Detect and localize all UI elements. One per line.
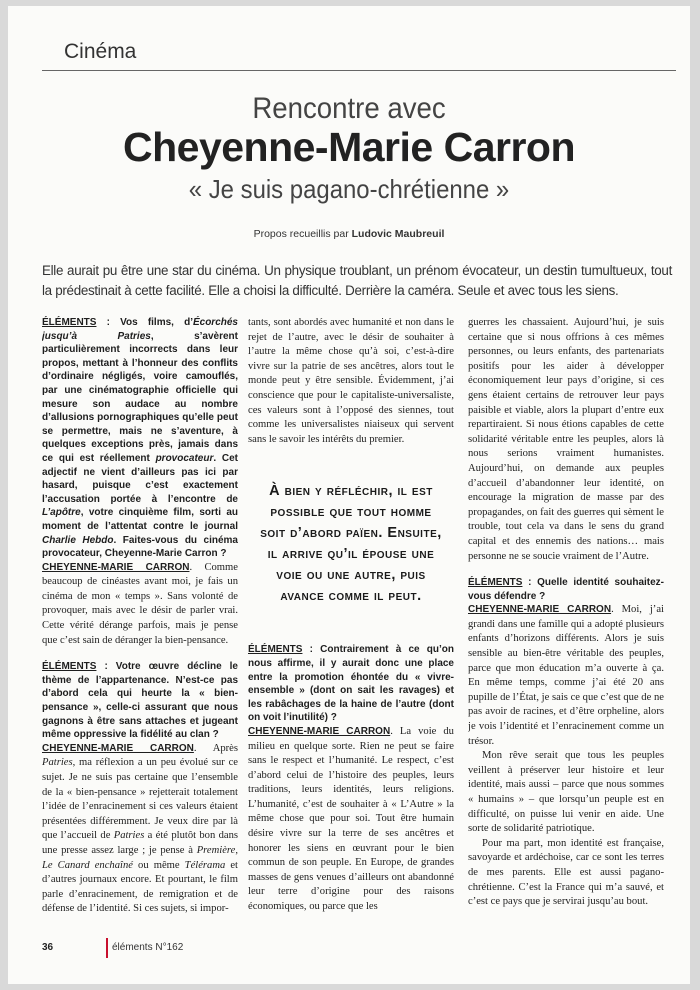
byline — [8, 228, 690, 240]
byline-author: Ludovic Maubreuil — [351, 228, 445, 240]
question-emphasis: L’apôtre — [42, 507, 81, 519]
answer-text: , — [235, 844, 238, 856]
answer-text: . La voie du milieu en quelque sorte. Rien ne peut se faire sans le respect et l’humanité. Le respect, c’est d’abord celui de l’histoire des peuples, leurs traditions, leurs identités, leurs religions. L’humanité, c’est de souhaiter à « L’Autre » la même chose que pour soi. Tout être humain désire vivre sur la terre de ses ancêtres et honorer les siens en œuvrant pour le bien commun de son peuple. En Europe, de grandes masses de gens venues d’ailleurs ont abandonné leur terre d’origine pour des raisons économiques, ou parce que les — [248, 725, 454, 913]
spacer — [42, 648, 238, 660]
article-column-1 — [42, 316, 238, 921]
question-emphasis: provocateur — [155, 452, 214, 464]
answer-text: . Comme beaucoup de cinéastes avant moi, je fais un cinéma de mon « temps ». Sans volonté de provoquer, mais avec le désir de parler vrai. Cette vérité dérange parfois, mais je pense que c’est sain de déranger la bien-pensance. — [42, 561, 238, 646]
article-column-3 — [468, 316, 664, 921]
publication-name: éléments N°162 — [112, 942, 184, 953]
question-tag: ÉLÉMENTS — [42, 661, 97, 673]
answer-text: ou même — [132, 859, 185, 871]
intro-paragraph: Elle aurait pu être une star du cinéma. Un physique troublant, un prénom évocateur, un destin tumultueux, tout la prédestinait à cette facilité. Elle a choisi la difficulté. Derrière la caméra. Seule et avec tous les siens. — [42, 263, 672, 298]
magazine-page — [8, 6, 690, 984]
question-tag: ÉLÉMENTS — [42, 317, 97, 328]
answer-2 — [42, 742, 238, 917]
byline-prefix: Propos recueillis par — [253, 228, 349, 240]
question-text: : Votre œuvre décline le thème de l’appartenance. N’est-ce pas d’abord cela qui heurte la « bien-pensance », celle-ci assurant que nous gagnons à être sans attaches et jugeant même oppressive la fidélité au clan ? — [42, 661, 238, 741]
answer-text: . Moi, j’ai grandi dans une famille qui a adopté plusieurs enfants d’horizons différents. Alors je suis sensible au bien-être véritable des peuples, parce que mon éducation m’a ouverte à ça. En même temps, comme j’ai été 20 ans pupille de l’État, je sais ce que c’est que de ne pas avoir de racines, et d’être orpheline, alors je vois l’identité et l’enracinement comme un trésor. — [468, 604, 664, 747]
question-text: , s’avèrent particulièrement incorrects dans leur propos, mettant à l’honneur des conflits d’ordinaire négligés, voire camouflés, par une cinématographie officielle qui mesure son audace au nombre d’allusions pornographiques qu’elle peut se permettre, mais ne s’aventure, à quelques exceptions près, jamais dans ce qui est réellement — [42, 330, 238, 464]
speaker-name: CHEYENNE-MARIE CARRON — [42, 742, 194, 754]
question-tag: ÉLÉMENTS — [248, 644, 303, 656]
answer-text: . Après — [193, 742, 238, 754]
pull-quote: À bien y réfléchir, il est possible que tout homme soit d’abord païen. Ensuite, il arrive qu’il épouse une voie ou une autre, puis avance comme il peut. — [260, 483, 442, 605]
question-text: : Quelle identité souhaitez-vous défendre ? — [468, 577, 664, 602]
title-line-2: Cheyenne-Marie Carron — [122, 124, 575, 170]
question-3 — [248, 643, 454, 725]
question-tag: ÉLÉMENTS — [468, 577, 523, 589]
question-text: . Cet adjectif ne vient d’ailleurs pas ici par hasard, puisque c’est exactement l’accusation portée à l’encontre de — [42, 452, 238, 505]
footer-accent-bar — [106, 938, 108, 958]
answer-text: a été plutôt bon dans une presse assez large ; je pense à — [42, 830, 238, 856]
question-1 — [42, 316, 238, 561]
question-text: , votre cinquième film, sorti au moment de l’attentat contre le journal — [42, 507, 238, 532]
answer-4-paragraph-2: Mon rêve serait que tous les peuples veillent à préserver leur histoire et leur identité, mais aussi – parce que nous sommes « humains » – que lorsqu’un peuple est en difficulté, on puisse lui venir en aide. Une sorte de solidarité patriotique. — [468, 750, 664, 835]
title-line-1: Rencontre avec — [252, 92, 446, 125]
answer-emphasis: Patries — [113, 830, 145, 842]
section-rule — [42, 70, 676, 71]
question-text: : Contrairement à ce qu’on nous affirme, il y aurait donc une place entre la promotion éhontée du « vivre-ensemble » (dont on sait les ravages) et les rabâchages de la haine de l’autre (dont on voit l’inutilité) ? — [248, 644, 454, 724]
answer-emphasis: Le Canard enchaîné — [42, 859, 133, 871]
speaker-name: CHEYENNE-MARIE CARRON — [42, 561, 190, 573]
page-number: 36 — [42, 942, 54, 953]
question-emphasis: Écorchés jusqu’à Patries — [42, 317, 238, 342]
answer-4 — [468, 603, 664, 749]
question-text: : Vos films, d’ — [96, 317, 193, 328]
speaker-name: CHEYENNE-MARIE CARRON — [468, 604, 612, 616]
answer-1 — [42, 561, 238, 649]
title-line-3: « Je suis pagano-chrétienne » — [188, 174, 510, 204]
answer-3 — [248, 725, 454, 915]
answer-4-paragraph-3: Pour ma part, mon identité est française, savoyarde et ardéchoise, car ce sont les terres de mes parents. Elle est aussi pagano-chrétienne. C’est la France qui m’a sauvé, et c’est ce pays que je servirai jusqu’au bout. — [468, 837, 664, 908]
speaker-name: CHEYENNE-MARIE CARRON — [248, 725, 391, 737]
article-column-2 — [248, 316, 454, 921]
question-2 — [42, 660, 238, 742]
question-emphasis: Charlie Hebdo — [42, 534, 114, 546]
answer-3-continued: guerres les chassaient. Aujourd’hui, je suis certaine que si nous offrions à ces mêmes personnes, ou leurs enfants, des partenariats positifs pour les aider à développer économiquement leur pays d’origine, si ces gens étaient certains de retrouver leur pays paisible et viable, alors la plupart d’entre eux repartiraient. Si nous étions capables de cette solidarité véritable entre les peuples, alors là nous serions vraiment humanistes. Aujourd’hui, on demande aux peuples d’accueil d’abandonner leur identité, on encourage la migration de masse par des propagandes, on fait des guerres qui sèment le trouble, tout cela va dans le sens du grand capital et des ennemis des nations… mais personne ne se soucie vraiment de l’Autre. — [468, 317, 664, 562]
section-label: Cinéma — [64, 40, 137, 63]
answer-text: et d’autres journaux encore. Et pourtant, le film parle d’enracinement, de remigration et de défense de l’identité. Si ces sujets, si impor- — [42, 859, 238, 915]
answer-text: , ma réflexion a un peu évolué sur ce sujet. Je ne suis pas certaine que l’ensemble de la « bien-pensance » rejetterait totalement l’idée de l’enracinement si ces valeurs étaient présentées différemment. Je veux dire par là que l’accueil de — [42, 757, 238, 842]
answer-emphasis: Patries — [42, 757, 73, 769]
question-4 — [468, 576, 664, 603]
spacer — [468, 564, 664, 576]
answer-emphasis: Télérama — [184, 859, 226, 871]
answer-2-continued: tants, sont abordés avec humanité et non dans le rejet de l’autre, avec le désir de souhaiter à l’autre la même chose qu’à soi, c’est-à-dire vivre sur la patrie de ses ancêtres, alors tout le monde peut y être sensible. Évidemment, j’ai conscience que pour le capitaliste-universaliste, ces valeurs sont à l’opposé des siennes, tout comme les universalistes niaiseux qui servent sans le savoir les intérêts du premier. — [248, 317, 454, 445]
question-text: . Faites-vous du cinéma provocateur, Cheyenne-Marie Carron ? — [42, 534, 238, 560]
answer-emphasis: Première — [196, 844, 236, 856]
